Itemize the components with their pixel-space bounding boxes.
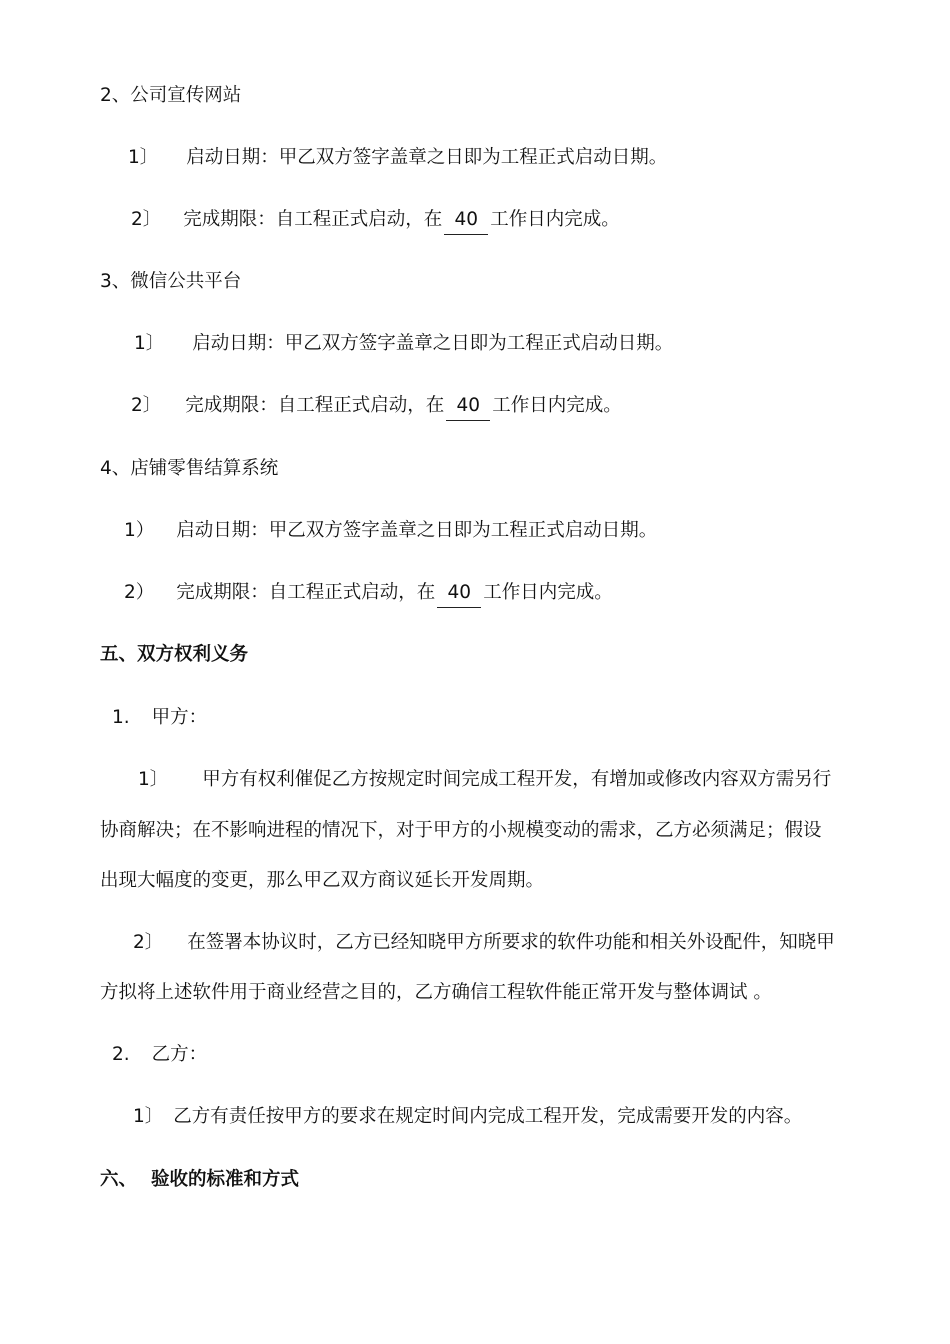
- days-value: 40: [444, 206, 488, 235]
- item-number: 2〕: [131, 209, 162, 230]
- item-number: 2.: [112, 1044, 130, 1065]
- item-number: 1）: [124, 520, 155, 541]
- item-text: 完成期限：自工程正式启动，在: [183, 209, 443, 230]
- section-3-item-1: [134, 330, 673, 358]
- item-text-tail: 工作日内完成。: [490, 209, 620, 230]
- days-value: 40: [437, 579, 481, 608]
- days-value: 40: [446, 392, 490, 421]
- item-number: 1〕: [133, 1106, 164, 1127]
- section-2-title: 2、公司宣传网站: [100, 85, 242, 106]
- party-a-clause-2-line-1: [133, 929, 835, 957]
- party-a-label: [112, 704, 207, 732]
- party-a-clause-1-line-1: [138, 766, 831, 794]
- item-number: 1〕: [128, 147, 159, 168]
- clause-text: 甲方有权利催促乙方按规定时间完成工程开发，有增加或修改内容双方需另行: [202, 769, 832, 790]
- section-3-title: 3、微信公共平台: [100, 271, 242, 292]
- item-text: 启动日期：甲乙双方签字盖章之日即为工程正式启动日期。: [186, 147, 668, 168]
- item-text: 完成期限：自工程正式启动，在: [185, 395, 445, 416]
- item-text: 启动日期：甲乙双方签字盖章之日即为工程正式启动日期。: [192, 333, 674, 354]
- item-number: 2）: [124, 582, 155, 603]
- item-number: 2〕: [133, 932, 164, 953]
- item-number: 1.: [112, 707, 130, 728]
- item-text-tail: 工作日内完成。: [492, 395, 622, 416]
- heading-text: 验收的标准和方式: [151, 1169, 300, 1190]
- section-4-item-1: [124, 517, 657, 545]
- section-4-item-2: [124, 579, 613, 608]
- party-b-label: [112, 1041, 207, 1069]
- item-text-tail: 工作日内完成。: [483, 582, 613, 603]
- section-5-heading: 五、双方权利义务: [100, 644, 249, 665]
- item-number: 1〕: [138, 769, 169, 790]
- item-number: 1〕: [134, 333, 165, 354]
- section-4-title: 4、店铺零售结算系统: [100, 458, 279, 479]
- item-text: 完成期限：自工程正式启动，在: [176, 582, 436, 603]
- section-2-item-1: [128, 144, 667, 172]
- clause-text: 乙方有责任按甲方的要求在规定时间内完成工程开发，完成需要开发的内容。: [173, 1106, 803, 1127]
- section-2-item-2: [131, 206, 620, 235]
- section-3-item-2: [131, 392, 622, 421]
- clause-text: 在签署本协议时，乙方已经知晓甲方所要求的软件功能和相关外设配件，知晓甲: [187, 932, 835, 953]
- item-number: 2〕: [131, 395, 162, 416]
- item-text: 启动日期：甲乙双方签字盖章之日即为工程正式启动日期。: [176, 520, 658, 541]
- party-b-clause-1: [133, 1103, 802, 1131]
- party-a-clause-1-line-3: 出现大幅度的变更，那么甲乙双方商议延长开发周期。: [100, 870, 545, 891]
- party-name: 甲方：: [151, 707, 208, 728]
- party-a-clause-1-line-2: 协商解决；在不影响进程的情况下，对于甲方的小规模变动的需求，乙方必须满足；假设: [100, 820, 822, 841]
- party-name: 乙方：: [151, 1044, 208, 1065]
- section-6-heading: [100, 1166, 299, 1194]
- heading-number: 六、: [100, 1169, 138, 1190]
- party-a-clause-2-line-2: 方拟将上述软件用于商业经营之目的，乙方确信工程软件能正常开发与整体调试 。: [100, 982, 772, 1003]
